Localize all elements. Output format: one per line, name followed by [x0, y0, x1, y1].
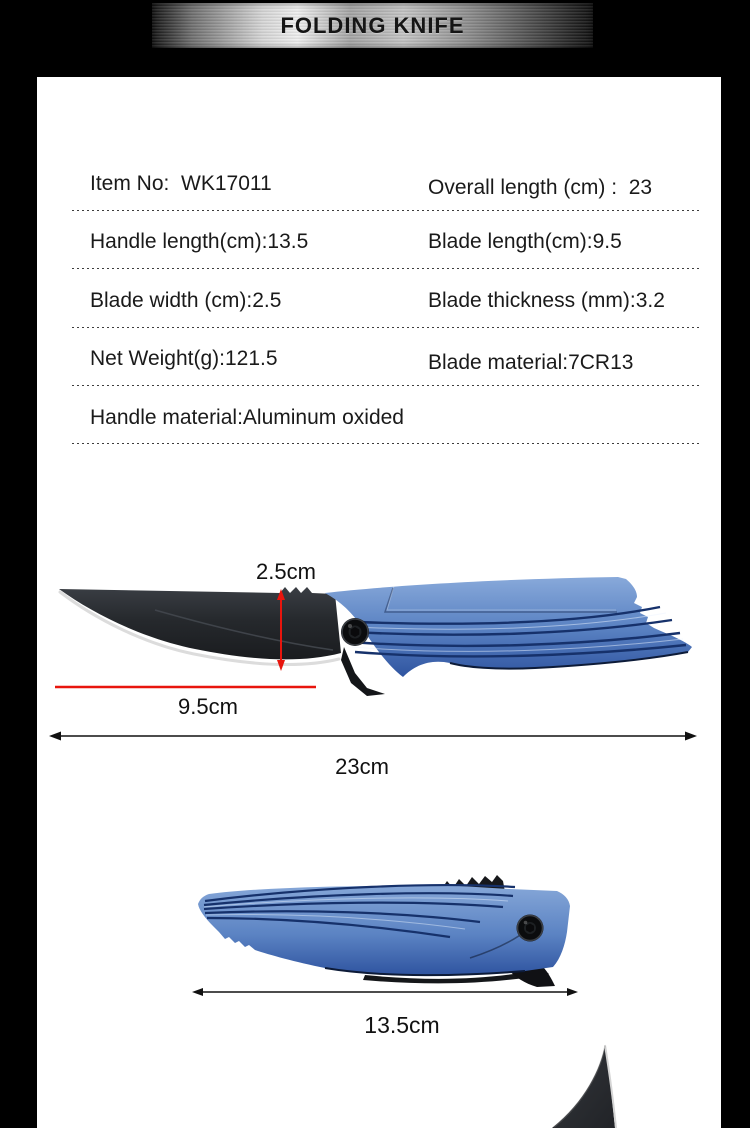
- spec-handle-length: Handle length(cm):13.5: [90, 230, 309, 253]
- content-panel: [37, 77, 721, 1128]
- partial-blade-tip-photo: [520, 1040, 630, 1128]
- pivot-screw: [341, 618, 369, 646]
- divider-3: [72, 327, 701, 328]
- spec-row-5: [90, 404, 705, 431]
- blade-width-label: 2.5cm: [256, 559, 316, 584]
- spec-blade-thickness: Blade thickness (mm):3.2: [428, 289, 665, 312]
- closed-pivot-screw: [517, 915, 544, 942]
- spec-row-3: [90, 287, 705, 314]
- spec-handle-material: Handle material:Aluminum oxided: [90, 406, 404, 429]
- spec-row-4: [90, 345, 705, 372]
- handle-length-label: 13.5cm: [364, 1012, 440, 1038]
- spec-net-weight: Net Weight(g):121.5: [90, 347, 278, 370]
- spec-row-2: [90, 228, 705, 255]
- spec-blade-material: Blade material:7CR13: [428, 351, 634, 374]
- blade: [59, 587, 341, 659]
- divider-1: [72, 210, 701, 211]
- title-banner: [152, 3, 593, 48]
- divider-2: [72, 268, 701, 269]
- spec-item-no: Item No: WK17011: [90, 172, 272, 195]
- divider-5: [72, 443, 701, 444]
- open-knife-photo: [45, 555, 705, 785]
- spec-overall-length: Overall length (cm) : 23: [428, 176, 653, 199]
- spec-blade-width: Blade width (cm):2.5: [90, 289, 282, 312]
- overall-length-arrow: [49, 732, 697, 741]
- overall-length-label: 23cm: [335, 754, 389, 779]
- handle-length-arrow: [192, 988, 578, 996]
- blade-tip: [552, 1045, 615, 1128]
- spec-row-1: [90, 170, 705, 197]
- blade-length-label: 9.5cm: [178, 694, 238, 719]
- spec-blade-length: Blade length(cm):9.5: [428, 230, 622, 253]
- divider-4: [72, 385, 701, 386]
- page-title: FOLDING KNIFE: [280, 12, 465, 38]
- handle: [325, 577, 692, 677]
